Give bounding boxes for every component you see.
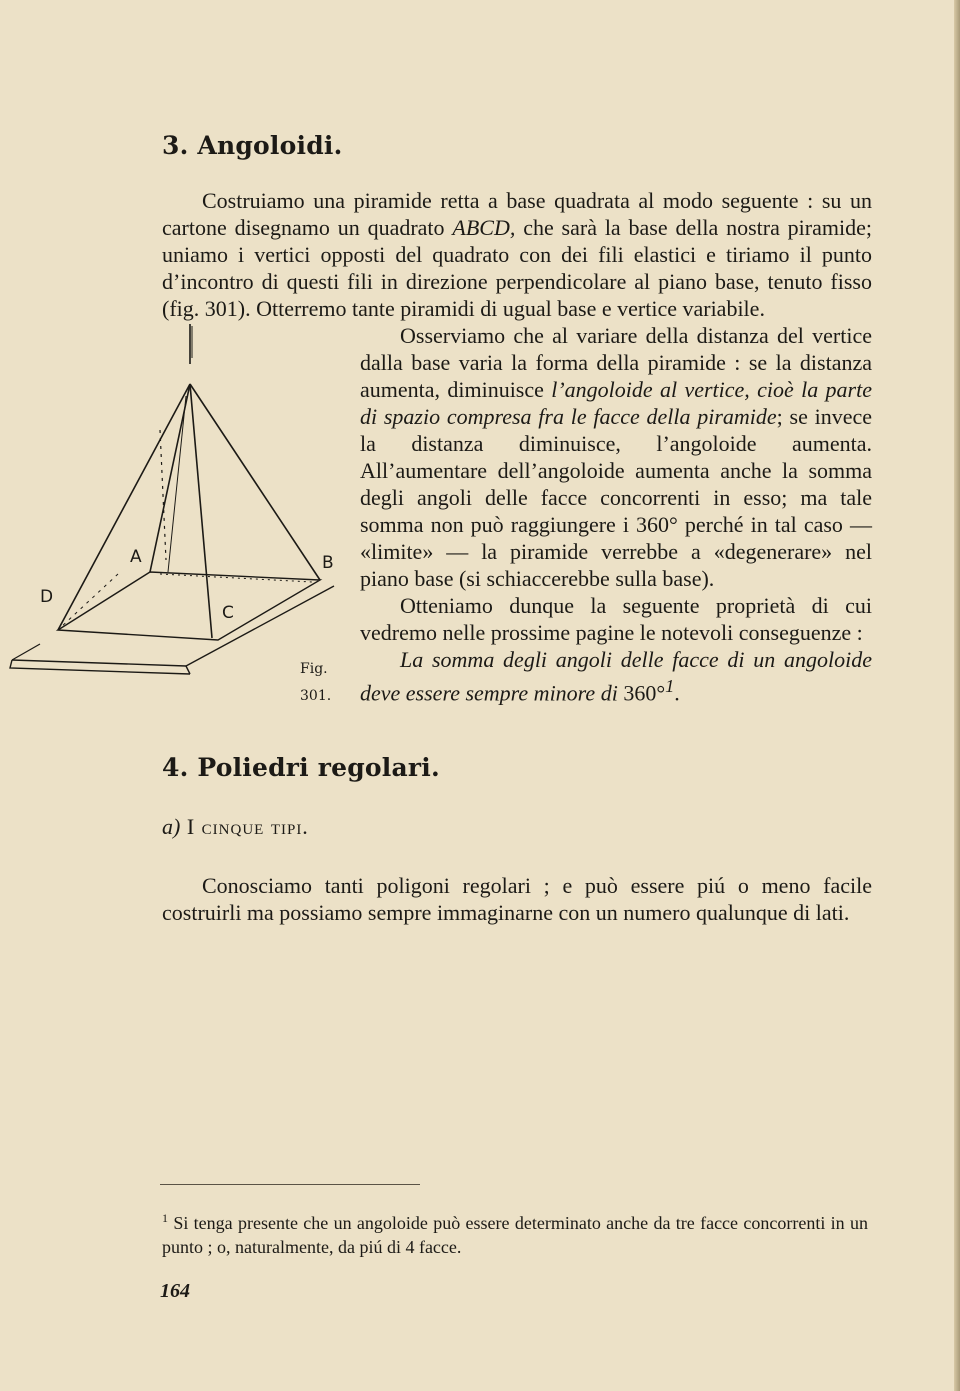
paragraph-1: [162, 187, 872, 322]
paragraph-2-text-b: ; se invece la distanza diminuisce, l’angoloide aumenta. All’aumentare dell’angoloide aumenta anche la somma degli angoli delle facce concorrenti in esso; ma tale somma non può raggiungere i 360° perché in tal caso — «limite» — la piramide verrebbe a «degenerare» nel piano base (si schiaccerebbe sulla base).: [360, 404, 872, 591]
footnote-ref: 1: [665, 676, 675, 696]
page-content: [40, 131, 872, 926]
paragraph-1-text-b: che sarà la base della nostra piramide; uniamo i vertici opposti del quadrato con dei fili elastici e tiriamo il punto d’incontro di questi fili in direzione perpendicolare al piano base, tenuto fisso (fig. 301). Otterremo tante piramidi di ugual base e vertice variabile.: [162, 215, 872, 321]
angoloide-definition: l’angoloide al vertice, cioè la parte di spazio compresa fra le facce della piramide: [360, 377, 872, 429]
footnote-rule: [160, 1184, 420, 1185]
footnote: [162, 1206, 868, 1259]
property-period: .: [674, 680, 680, 706]
figure-caption: Fig. 301.: [300, 661, 332, 704]
paragraph-2-text-a: Osserviamo che al variare della distanza del vertice dalla base varia la forma della piramide : se la distanza aumenta, diminuisce: [360, 323, 872, 402]
edge-b: [190, 384, 320, 580]
footnote-text: Si tenga presente che un angoloide può essere determinato anche da tre facce concorrenti in un punto ; o, naturalmente, da piú di 4 facce.: [162, 1213, 868, 1257]
subsection-heading: [162, 813, 872, 840]
property-text: La somma degli angoli delle facce di un angoloide deve essere sempre minore di: [360, 647, 872, 706]
edge-d: [58, 384, 190, 630]
label-c: C: [222, 603, 234, 623]
subsection-letter: a): [162, 814, 181, 840]
page-edge: [954, 0, 960, 1391]
edge-c: [190, 384, 212, 638]
section-4-paragraph: Conosciamo tanti poligoni regolari ; e può essere piú o meno facile costruirli ma possiamo sempre immaginarne con un numero qualunque di lati.: [162, 873, 872, 926]
paragraph-3: Otteniamo dunque la seguente proprietà di cui vedremo nelle prossime pagine le notevoli conseguenze :: [360, 593, 872, 645]
pyramid-base: [58, 572, 320, 640]
property-value: 360°: [617, 680, 666, 706]
label-b: B: [322, 553, 334, 573]
label-a: A: [130, 547, 142, 567]
section-3-heading: 3. Angoloidi.: [162, 131, 343, 160]
paragraph-1-text-a: Costruiamo una piramide retta a base quadrata al modo seguente : su un cartone disegnamo un quadrato: [162, 188, 872, 240]
footnote-marker: 1: [162, 1211, 168, 1225]
square-abcd: ABCD,: [452, 215, 516, 240]
subsection-title: I cinque tipi.: [180, 814, 309, 840]
label-d: D: [40, 587, 54, 607]
section-4-heading: 4. Poliedri regolari.: [162, 753, 440, 783]
page-number: 164: [160, 1280, 190, 1302]
figure-301: [0, 324, 356, 716]
